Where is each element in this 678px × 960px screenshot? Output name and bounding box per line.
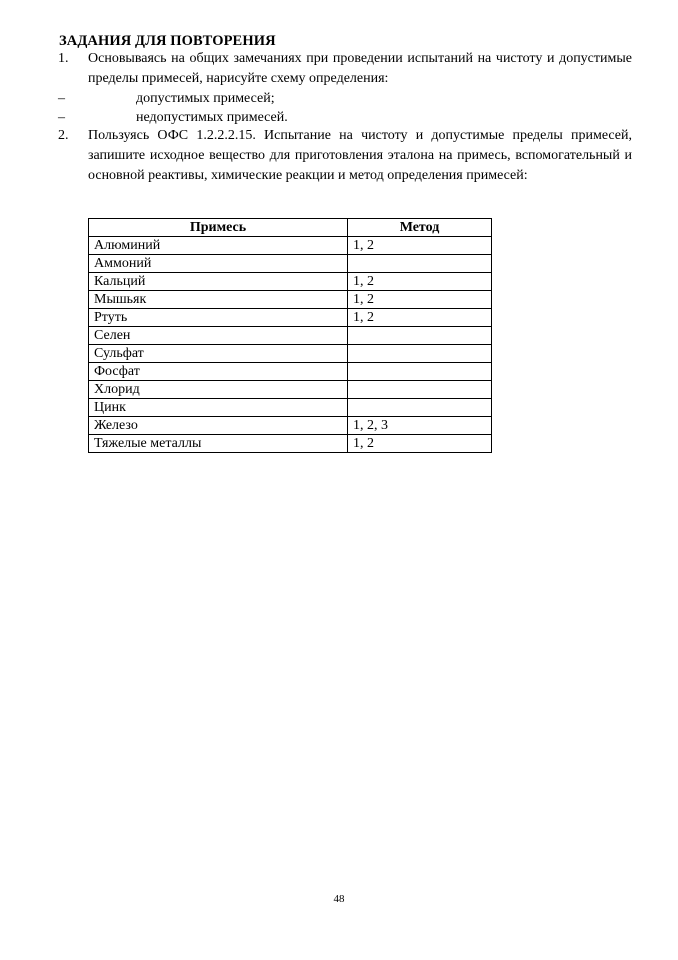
impurity-cell: Сульфат xyxy=(89,345,348,363)
impurity-cell: Цинк xyxy=(89,399,348,417)
impurity-cell: Кальций xyxy=(89,273,348,291)
task-text: Пользуясь ОФС 1.2.2.2.15. Испытание на чистоту и допустимые пределы примесей, запишите исходное вещество для приготовления эталона на примесь, вспомогательный и основной реактивы, химические реакции и метод определения примесей: xyxy=(88,128,632,183)
table-row xyxy=(89,417,492,435)
subitem-text: допустимых примесей; xyxy=(136,91,275,106)
section-heading: ЗАДАНИЯ ДЛЯ ПОВТОРЕНИЯ xyxy=(59,33,276,49)
method-cell xyxy=(348,345,492,363)
table-row xyxy=(89,345,492,363)
table-row xyxy=(89,381,492,399)
page-number: 48 xyxy=(333,893,345,905)
impurity-cell: Железо xyxy=(89,417,348,435)
method-cell: 1, 2 xyxy=(348,309,492,327)
impurity-cell: Алюминий xyxy=(89,237,348,255)
impurity-cell: Ртуть xyxy=(89,309,348,327)
impurity-cell: Селен xyxy=(89,327,348,345)
method-cell: 1, 2 xyxy=(348,435,492,453)
method-cell xyxy=(348,399,492,417)
table-row xyxy=(89,255,492,273)
method-cell xyxy=(348,255,492,273)
table-row xyxy=(89,291,492,309)
method-cell: 1, 2 xyxy=(348,291,492,309)
impurity-cell: Тяжелые металлы xyxy=(89,435,348,453)
impurity-cell: Хлорид xyxy=(89,381,348,399)
method-cell xyxy=(348,327,492,345)
table-row xyxy=(89,399,492,417)
task-text: Основываясь на общих замечаниях при проведении испытаний на чистоту и допустимые пределы примесей, нарисуйте схему определения: xyxy=(88,51,632,86)
list-dash: – xyxy=(58,110,65,125)
subitem-text: недопустимых примесей. xyxy=(136,110,288,125)
table-row xyxy=(89,435,492,453)
column-header-method: Метод xyxy=(348,219,492,237)
method-cell xyxy=(348,381,492,399)
method-cell: 1, 2 xyxy=(348,273,492,291)
method-cell: 1, 2 xyxy=(348,237,492,255)
table-header-row xyxy=(89,219,492,237)
impurity-cell: Мышьяк xyxy=(89,291,348,309)
table-row xyxy=(89,309,492,327)
table-row xyxy=(89,363,492,381)
column-header-impurity: Примесь xyxy=(89,219,348,237)
method-cell: 1, 2, 3 xyxy=(348,417,492,435)
table-row xyxy=(89,237,492,255)
table-row xyxy=(89,327,492,345)
method-cell xyxy=(348,363,492,381)
task-item-2 xyxy=(58,126,632,186)
task-item-1 xyxy=(58,49,632,89)
list-dash: – xyxy=(58,91,65,106)
task-number: 1. xyxy=(58,51,69,66)
task-number: 2. xyxy=(58,128,69,143)
impurity-cell: Аммоний xyxy=(89,255,348,273)
impurity-cell: Фосфат xyxy=(89,363,348,381)
impurity-table xyxy=(88,218,492,453)
table-row xyxy=(89,273,492,291)
